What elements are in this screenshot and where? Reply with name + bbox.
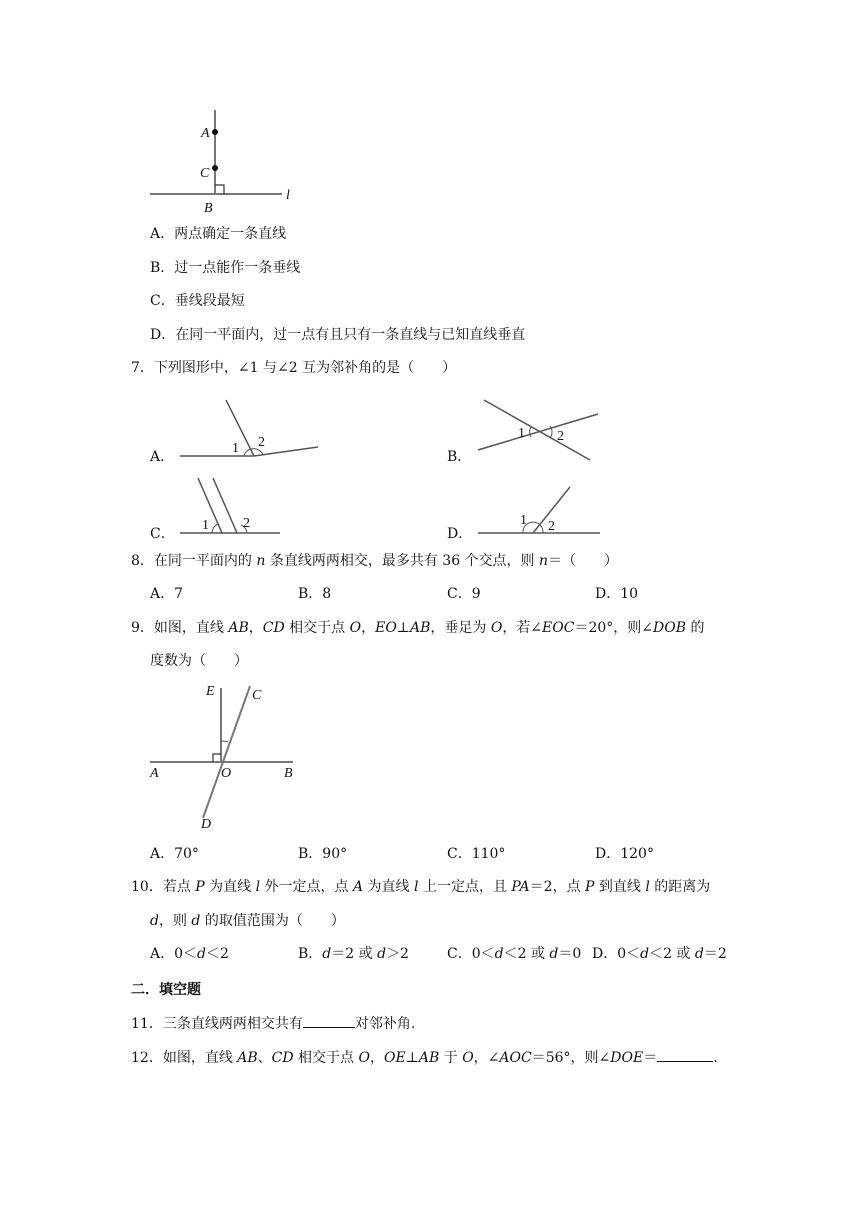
q6-option-c: C．垂线段最短: [150, 293, 245, 309]
q11-stem: 11．三条直线两两相交共有 对邻补角.: [131, 1013, 415, 1034]
label-c: C: [200, 166, 210, 181]
q7-option-c-label: C．: [150, 526, 175, 542]
q8-option-d: D．10: [595, 586, 639, 602]
q9-option-c: C．110°: [447, 846, 506, 862]
q10-option-b: B．d＝2 或 d＞2: [298, 946, 409, 962]
q9-option-a: A．70°: [150, 846, 199, 862]
q10-stem-line1: 10．若点 P 为直线 l 外一定点，点 A 为直线 l 上一定点，且 PA＝2，点 P 到直线 l 的距离为: [131, 879, 711, 895]
q12-answer-blank[interactable]: [657, 1047, 713, 1062]
q7a-angle2: 2: [258, 435, 265, 450]
q9-stem-line1: 9．如图，直线 AB，CD 相交于点 O，EO⊥AB，垂足为 O，若∠EOC＝20°，则∠DOB 的: [131, 620, 705, 636]
q8-option-c: C．9: [447, 586, 481, 602]
q10-option-c: C．0＜d＜2 或 d＝0: [447, 946, 582, 962]
q6-option-b: B．过一点能作一条垂线: [150, 260, 301, 276]
q9-label-b: B: [284, 766, 293, 781]
q7-option-d-label: D．: [447, 526, 473, 542]
q8-option-a: A．7: [150, 586, 184, 602]
q7b-angle2: 2: [557, 429, 564, 444]
q9-stem-line2: 度数为（ ）: [150, 653, 248, 669]
q8-option-b: B．8: [298, 586, 332, 602]
q10-option-a: A．0＜d＜2: [150, 946, 229, 962]
q9-label-e: E: [206, 684, 215, 699]
label-a: A: [201, 126, 210, 141]
q7-stem: 7．下列图形中，∠1 与∠2 互为邻补角的是（ ）: [131, 360, 457, 376]
q6-option-a: A．两点确定一条直线: [150, 226, 287, 242]
q9-label-d: D: [201, 817, 212, 832]
q7a-angle1: 1: [232, 441, 239, 456]
q8-stem: 8．在同一平面内的 n 条直线两两相交，最多共有 36 个交点，则 n＝（ ）: [131, 553, 619, 569]
label-b: B: [204, 201, 213, 216]
q7b-angle1: 1: [518, 426, 525, 441]
q7d-angle1: 1: [520, 513, 527, 528]
q7c-angle1: 1: [202, 518, 209, 533]
q10-stem-line2: d，则 d 的取值范围为（ ）: [150, 913, 345, 929]
q10-option-d: D．0＜d＜2 或 d＝2: [592, 946, 727, 962]
q9-label-a: A: [150, 766, 159, 781]
q6-option-d: D．在同一平面内，过一点有且只有一条直线与已知直线垂直: [150, 327, 526, 343]
q9-label-c: C: [252, 688, 262, 703]
q7d-angle2: 2: [548, 519, 555, 534]
q9-option-d: D．120°: [595, 846, 654, 862]
section-title-fill-in: 二．填空题: [131, 982, 201, 998]
q7-option-b-label: B．: [447, 449, 472, 465]
q12-stem: 12．如图，直线 AB、CD 相交于点 O，OE⊥AB 于 O，∠AOC＝56°，则∠DOE＝ .: [131, 1047, 718, 1068]
q11-answer-blank[interactable]: [303, 1013, 355, 1028]
label-l: l: [286, 188, 290, 203]
q9-option-b: B．90°: [298, 846, 348, 862]
q9-label-o: O: [221, 766, 232, 781]
q7-option-a-label: A．: [150, 449, 175, 465]
q7c-angle2: 2: [243, 516, 250, 531]
